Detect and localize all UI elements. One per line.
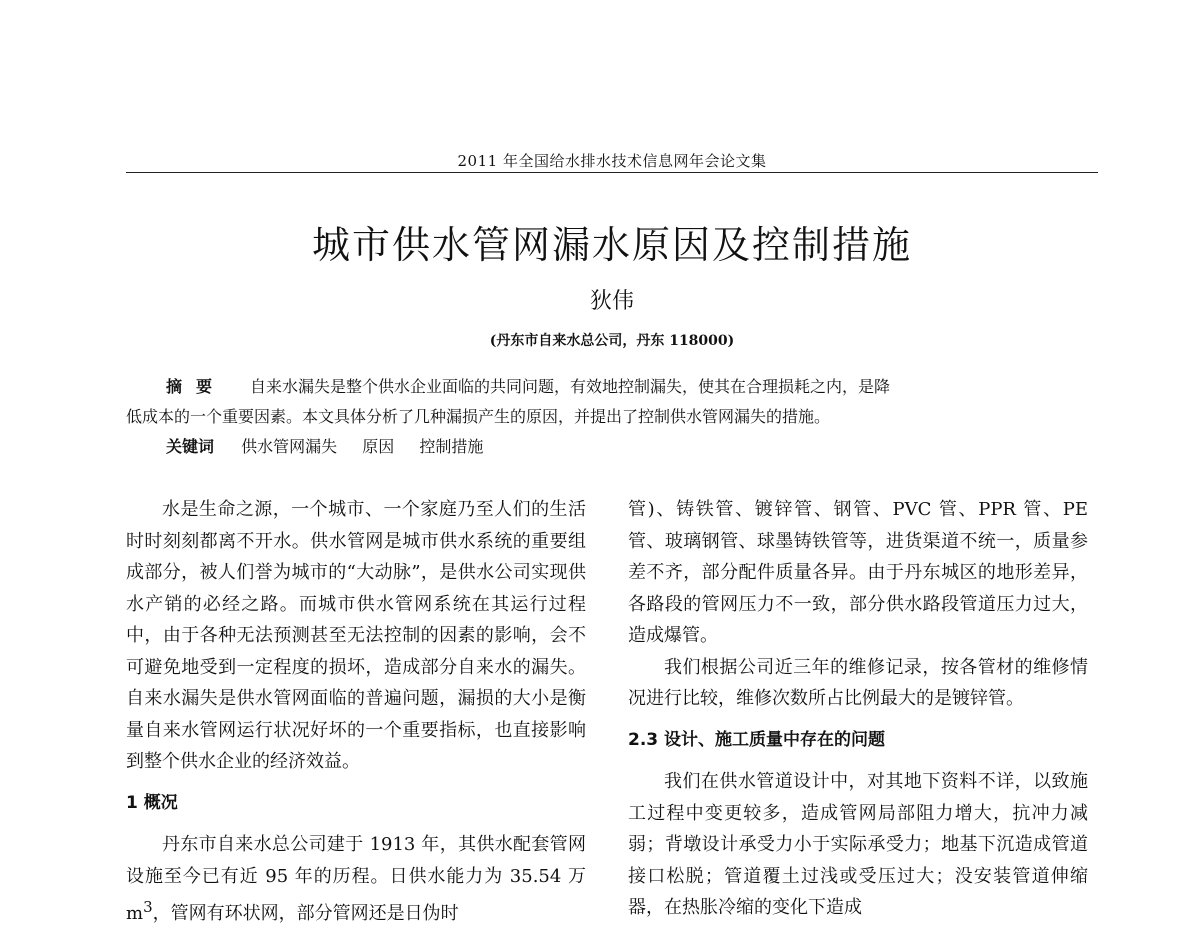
repair-record-paragraph: 我们根据公司近三年的维修记录，按各管材的维修情况进行比较，维修次数所占比例最大的是镀锌管。: [628, 656, 1088, 709]
intro-paragraph: 水是生命之源，一个城市、一个家庭乃至人们的生活时时刻刻都离不开水。供水管网是城市供水系统的重要组成部分，被人们誉为城市的“大动脉”，是供水公司实现供水产销的必经之路。而城市供水管网系统在其运行过程中，由于各种无法预测甚至无法控制的因素的影响，会不可避免地受到一定程度的损坏，造成部分自来水的漏失。自来水漏失是供水管网面临的普遍问题，漏损的大小是衡量自来水管网运行状况好坏的一个重要指标，也直接影响到整个供水企业的经济效益。: [126, 499, 586, 772]
section-heading-overview: 1 概况: [126, 792, 178, 813]
keywords-label: 关键词: [166, 437, 215, 456]
author-affiliation: (丹东市自来水总公司，丹东 118000): [489, 333, 735, 349]
paper-title: 城市供水管网漏水原因及控制措施: [311, 223, 912, 267]
running-header: 2011 年全国给水排水技术信息网年会论文集: [457, 152, 767, 170]
overview-text-post: ，管网有环状网，部分管网还是日伪时: [152, 903, 459, 924]
abstract-label: 摘要: [166, 377, 227, 396]
abstract-text-1: 自来水漏失是整个供水企业面临的共同问题，有效地控制漏失，使其在合理损耗之内，是降: [250, 377, 891, 396]
left-column: [126, 494, 586, 930]
keyword-item: 控制措施: [419, 437, 484, 456]
keyword-item: 原因: [362, 437, 395, 456]
keyword-item: 供水管网漏失: [241, 437, 338, 456]
design-paragraph: 我们在供水管道设计中，对其地下资料不详，以致施工过程中变更较多，造成管网局部阻力增大，抗冲力减弱；背墩设计承受力小于实际承受力；地基下沉造成管道接口松脱；管道覆土过浅或受压过大；没安装管道伸缩器，在热胀冷缩的变化下造成: [628, 771, 1088, 918]
overview-superscript: 3: [143, 898, 153, 916]
keywords: [166, 432, 1096, 462]
section-heading-design: 2.3 设计、施工质量中存在的问题: [628, 729, 886, 750]
author-name: 狄伟: [589, 289, 634, 314]
abstract-line-1: [126, 372, 1098, 402]
overview-text-pre: 丹东市自来水总公司建于 1913 年，其供水配套管网设施至今已有近 95 年的历程。日供水能力为 35.54 万 m: [126, 834, 586, 924]
abstract-line-2: 低成本的一个重要因素。本文具体分析了几种漏损产生的原因，并提出了控制供水管网漏失的措施。: [126, 407, 831, 426]
right-column: [628, 494, 1088, 924]
abstract: [126, 372, 1098, 432]
overview-paragraph: [126, 829, 586, 930]
header-rule: [126, 172, 1098, 173]
pipe-material-paragraph: 管)、铸铁管、镀锌管、钢管、PVC 管、PPR 管、PE 管、玻璃钢管、球墨铸铁管等，进货渠道不统一，质量参差不齐，部分配件质量各异。由于丹东城区的地形差异，各路段的管网压力不一致，部分供水路段管道压力过大，造成爆管。: [628, 499, 1088, 646]
